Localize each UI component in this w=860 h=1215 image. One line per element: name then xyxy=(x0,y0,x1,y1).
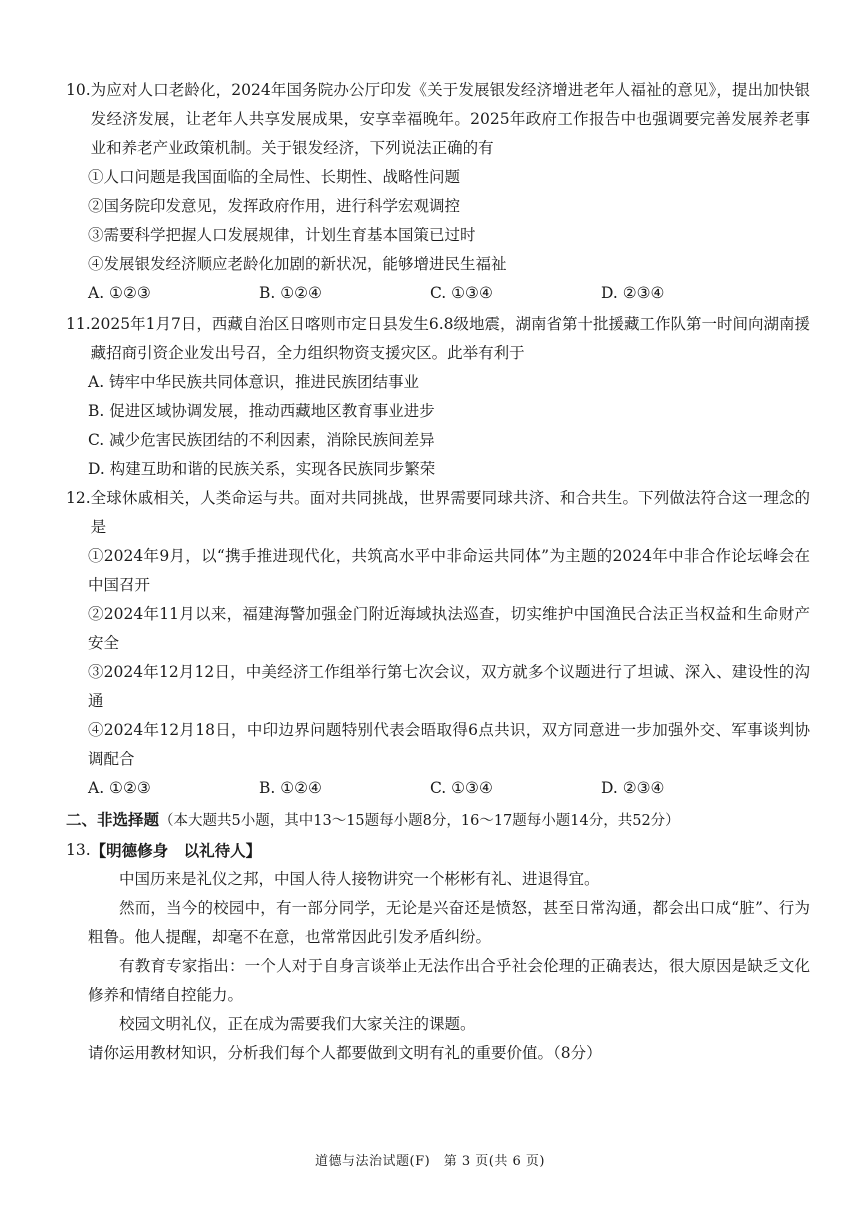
material-paragraph: 有教育专家指出：一个人对于自身言谈举止无法作出合乎社会伦理的正确表达，很大原因是缺乏文化修养和情绪自控能力。 xyxy=(88,957,810,1004)
statement-item: ③需要科学把握人口发展规律，计划生育基本国策已过时 xyxy=(88,226,476,244)
statement-item: ④发展银发经济顺应老龄化加剧的新状况，能够增进民生福祉 xyxy=(88,255,507,273)
question-10-head xyxy=(66,76,810,163)
option-b: B. 促进区域协调发展，推动西藏地区教育事业进步 xyxy=(88,402,435,420)
choice-b: B. ①②④ xyxy=(259,284,322,302)
question-11 xyxy=(66,310,810,484)
choice-a: A. ①②③ xyxy=(88,284,151,302)
statement-item: ①人口问题是我国面临的全局性、长期性、战略性问题 xyxy=(88,168,461,186)
statement-item: ③2024年12月12日，中美经济工作组举行第七次会议，双方就多个议题进行了坦诚、深入、建设性的沟通 xyxy=(88,663,810,710)
choice-c: C. ①③④ xyxy=(430,284,493,302)
statement-item: ①2024年9月，以“携手推进现代化，共筑高水平中非命运共同体”为主题的2024年中非合作论坛峰会在中国召开 xyxy=(88,547,810,594)
question-number: 10. xyxy=(66,81,91,99)
question-number: 12. xyxy=(66,489,91,507)
question-stem: 2025年1月7日，西藏自治区日喀则市定日县发生6.8级地震，湖南省第十批援藏工作队第一时间向湖南援藏招商引资企业发出号召，全力组织物资支援灾区。此举有利于 xyxy=(90,315,810,362)
question-11-head xyxy=(66,310,810,368)
question-stem: 全球休戚相关，人类命运与共。面对共同挑战，世界需要同球共济、和合共生。下列做法符合这一理念的是 xyxy=(90,489,810,536)
choice-d: D. ②③④ xyxy=(601,284,665,302)
question-10 xyxy=(66,76,810,308)
statement-item: ②国务院印发意见，发挥政府作用，进行科学宏观调控 xyxy=(88,197,461,215)
answer-choices xyxy=(66,774,810,803)
statement-item: ④2024年12月18日，中印边界问题特别代表会晤取得6点共识，双方同意进一步加强外交、军事谈判协调配合 xyxy=(88,721,810,768)
page-footer: 道德与法治试题(F) 第 3 页(共 6 页) xyxy=(315,1154,545,1169)
option-a: A. 铸牢中华民族共同体意识，推进民族团结事业 xyxy=(88,373,420,391)
question-13 xyxy=(66,836,810,1068)
choice-c: C. ①③④ xyxy=(430,779,493,797)
question-stem: 为应对人口老龄化，2024年国务院办公厅印发《关于发展银发经济增进老年人福祉的意见》，提出加快银发经济发展，让老年人共享发展成果，安享幸福晚年。2025年政府工作报告中也强调要完善发展养老事业和养老产业政策机制。关于银发经济，下列说法正确的有 xyxy=(90,81,810,157)
question-13-head xyxy=(66,836,810,865)
statement-item: ②2024年11月以来，福建海警加强金门附近海域执法巡查，切实维护中国渔民合法正当权益和生命财产安全 xyxy=(88,605,810,652)
section-title: 二、非选择题 xyxy=(66,810,160,829)
material-paragraph: 然而，当今的校园中，有一部分同学，无论是兴奋还是愤怒，甚至日常沟通，都会出口成“脏”、行为粗鲁。他人提醒，却毫不在意，也常常因此引发矛盾纠纷。 xyxy=(88,899,810,946)
choice-b: B. ①②④ xyxy=(259,779,322,797)
choice-d: D. ②③④ xyxy=(601,779,665,797)
question-title: 【明德修身 以礼待人】 xyxy=(90,841,262,860)
option-d: D. 构建互助和谐的民族关系，实现各民族同步繁荣 xyxy=(88,460,436,478)
material-paragraph: 中国历来是礼仪之邦，中国人待人接物讲究一个彬彬有礼、进退得宜。 xyxy=(119,870,600,888)
question-number: 13. xyxy=(66,841,91,859)
question-12 xyxy=(66,484,810,803)
question-12-head xyxy=(66,484,810,542)
question-task: 请你运用教材知识，分析我们每个人都要做到文明有礼的重要价值。（8分） xyxy=(88,1044,602,1062)
page-content xyxy=(66,76,810,1068)
section-note: （本大题共5小题，其中13～15题每小题8分，16～17题每小题14分，共52分） xyxy=(159,813,680,829)
material-paragraph: 校园文明礼仪，正在成为需要我们大家关注的课题。 xyxy=(119,1015,476,1033)
answer-choices xyxy=(66,279,810,308)
section-heading xyxy=(66,805,810,836)
question-number: 11. xyxy=(66,315,91,333)
option-c: C. 减少危害民族团结的不利因素，消除民族间差异 xyxy=(88,431,435,449)
choice-a: A. ①②③ xyxy=(88,779,151,797)
